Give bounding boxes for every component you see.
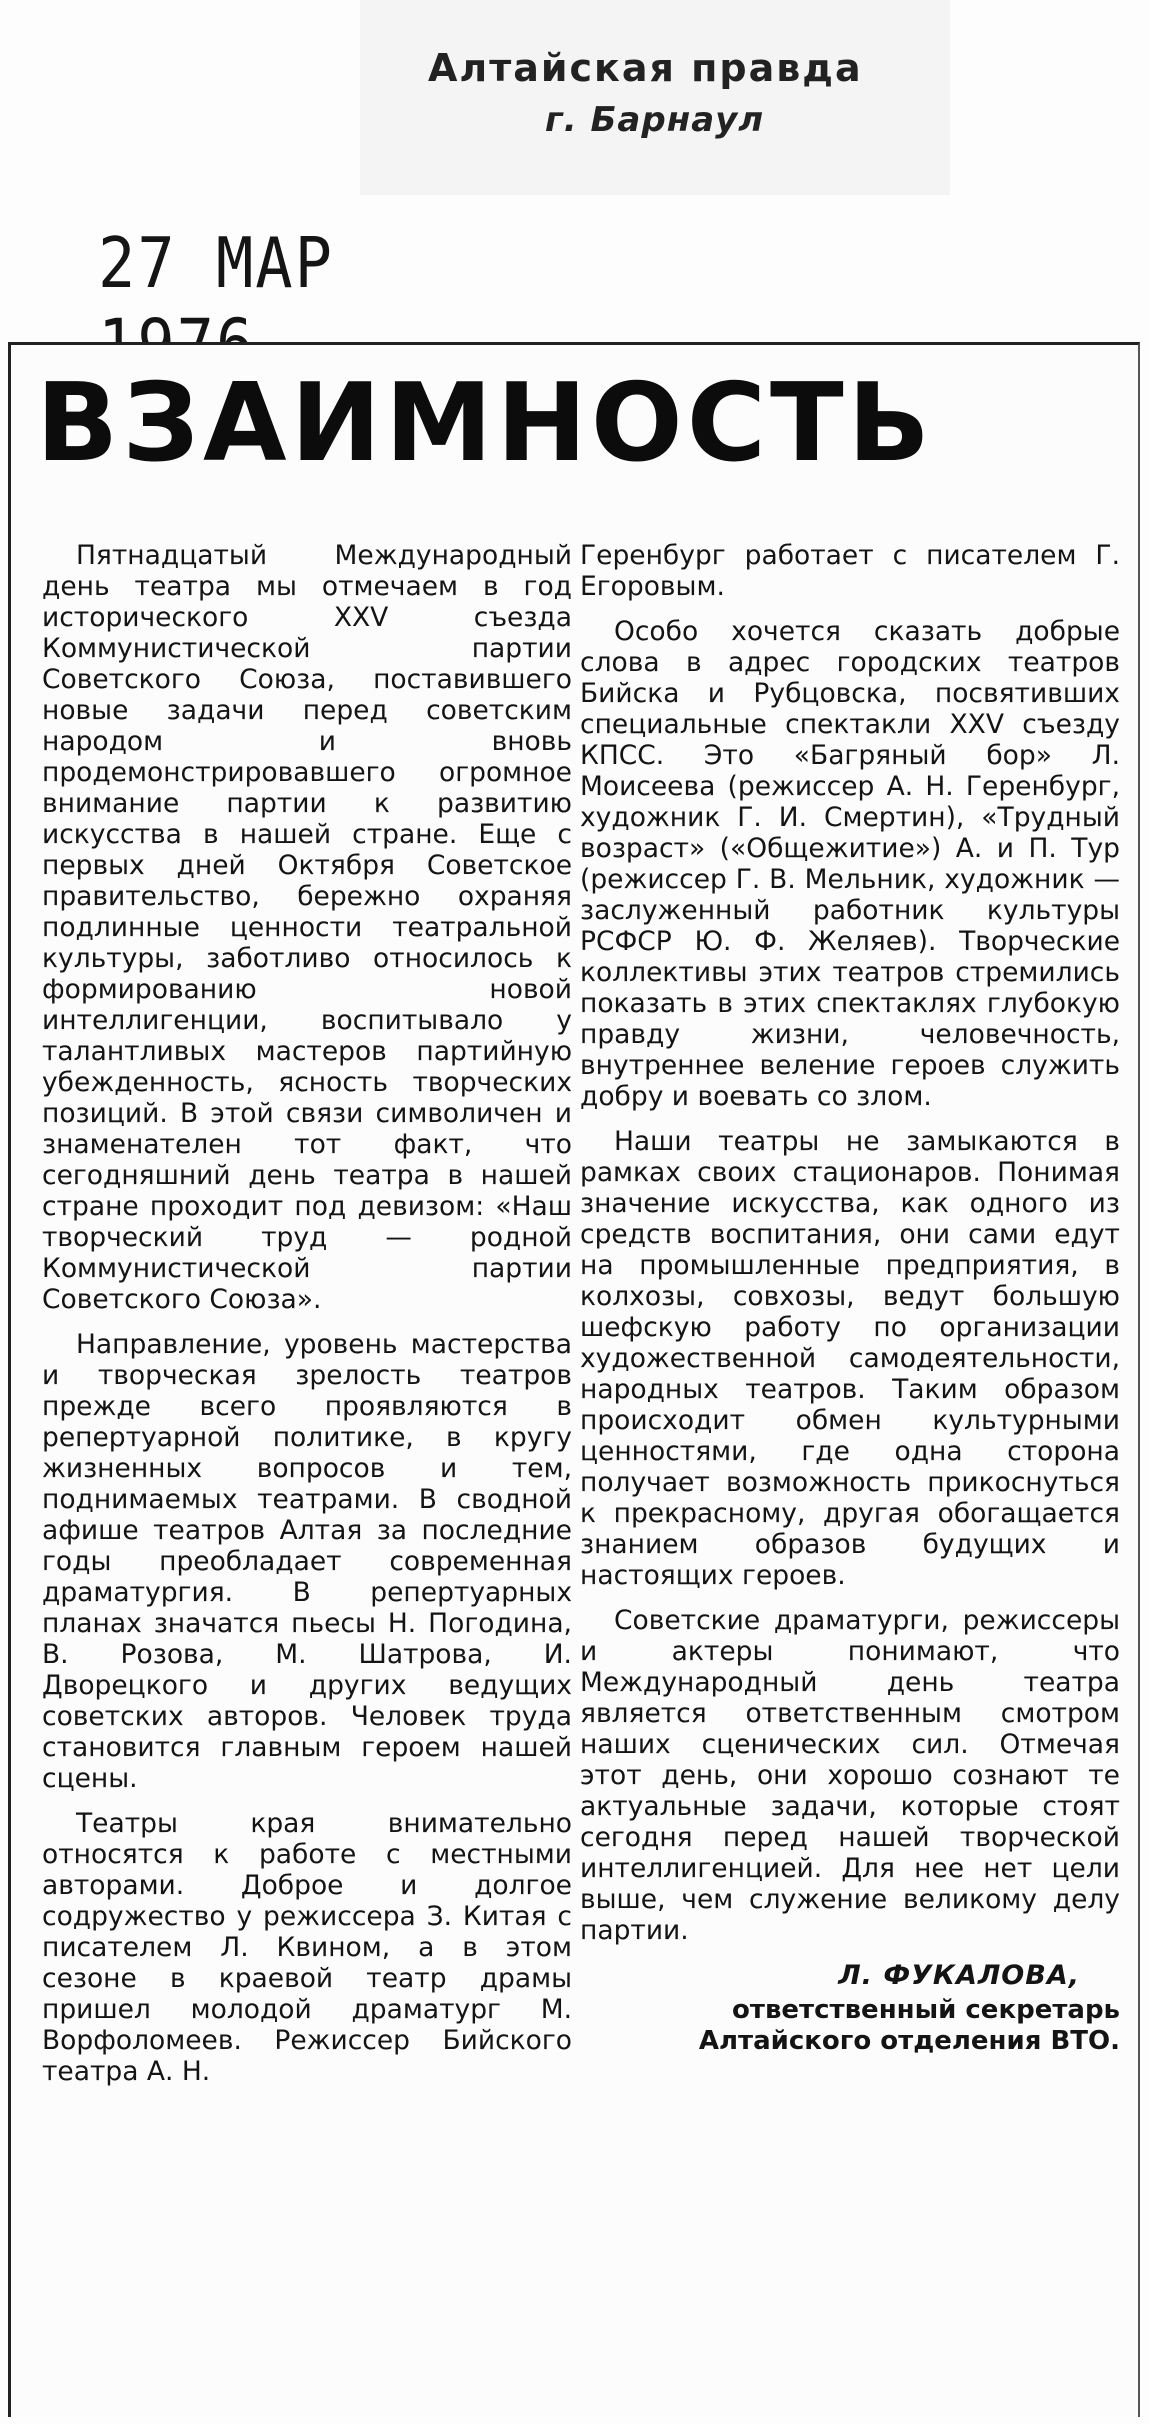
stamp-date: 27 МАР <box>98 222 334 304</box>
paragraph: Направление, уровень мастерства и творческая зрелость театров прежде всего проявляются в репертуарной политике, в кругу жизненных вопросов и тем, поднимаемых театрами. В сводной афише театров Алтая за последние годы преобладает современная драматургия. В репертуарных планах значатся пьесы Н. Погодина, В. Розова, М. Шатрова, И. Дворецкого и других ведущих советских авторов. Человек труда становится главным героем нашей сцены. <box>42 1329 572 1794</box>
article-headline: ВЗАИМНОСТЬ <box>36 361 934 486</box>
author-name: Л. ФУКАЛОВА, <box>838 1960 1080 1991</box>
paragraph: Геренбург работает с писателем Г. Егоровым. <box>580 540 1120 602</box>
paragraph: Театры края внимательно относятся к работе с местными авторами. Доброе и долгое содружество у режиссера З. Китая с писателем Л. Квином, а в этом сезоне в краевой театр драмы пришел молодой драматург М. Ворфоломеев. Режиссер Бийского театра А. Н. <box>42 1808 572 2087</box>
article-column-right <box>580 540 1120 2057</box>
archive-stamp <box>0 0 1149 340</box>
paragraph: Особо хочется сказать добрые слова в адрес городских театров Бийска и Рубцовска, посвятивших специальные спектакли XXV съезду КПСС. Это «Багряный бор» Л. Моисеева (режиссер А. Н. Геренбург, художник Г. И. Смертин), «Трудный возраст» («Общежитие») А. и П. Тур (режиссер Г. В. Мельник, художник — заслуженный работник культуры РСФСР Ю. Ф. Желяев). Творческие коллективы этих театров стремились показать в этих спектаклях глубокую правду жизни, человечность, внутреннее веление героев служить добру и воевать со злом. <box>580 616 1120 1112</box>
paragraph: Пятнадцатый Международный день театра мы отмечаем в год исторического XXV съезда Коммунистической партии Советского Союза, поставившего новые задачи перед советским народом и вновь продемонстрировавшего огромное внимание партии к развитию искусства в нашей стране. Еще с первых дней Октября Советское правительство, бережно охраняя подлинные ценности театральной культуры, заботливо относилось к формированию новой интеллигенции, воспитывало у талантливых мастеров партийную убежденность, ясность творческих позиций. В этой связи символичен и знаменателен тот факт, что сегодняшний день театра в нашей стране проходит под девизом: «Наш творческий труд — родной Коммунистической партии Советского Союза». <box>42 540 572 1315</box>
stamp-city: г. Барнаул <box>545 100 765 140</box>
stamp-newspaper-name: Алтайская правда <box>428 46 863 90</box>
author-role: ответственный секретарь Алтайского отделения ВТО. <box>698 1995 1120 2056</box>
article-column-left <box>42 540 572 2101</box>
stamp-paper-slip <box>360 0 950 195</box>
paragraph: Советские драматурги, режиссеры и актеры понимают, что Международный день театра является ответственным смотром наших сценических сил. Отмечая этот день, они хорошо сознают те актуальные задачи, которые стоят сегодня перед нашей творческой интеллигенцией. Для нее нет цели выше, чем служение великому делу партии. <box>580 1605 1120 1946</box>
paragraph: Наши театры не замыкаются в рамках своих стационаров. Понимая значение искусства, как одного из средств воспитания, они сами едут на промышленные предприятия, в колхозы, совхозы, ведут большую шефскую работу по организации художественной самодеятельности, народных театров. Таким образом происходит обмен культурными ценностями, где одна сторона получает возможность прикоснуться к прекрасному, другая обогащается знанием образов будущих и настоящих героев. <box>580 1126 1120 1591</box>
